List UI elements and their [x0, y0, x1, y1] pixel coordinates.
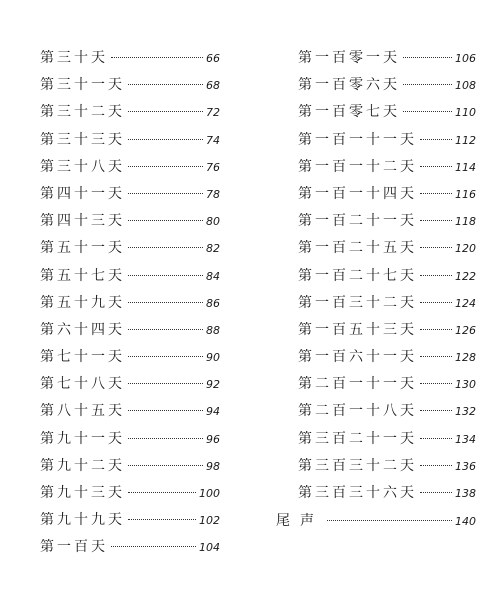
dot-leader: [420, 356, 452, 357]
toc-entry-page: 136: [455, 459, 476, 473]
toc-entry[interactable]: [298, 72, 476, 99]
toc-entry[interactable]: [298, 127, 476, 154]
dot-leader: [420, 329, 452, 330]
toc-entry[interactable]: [40, 208, 220, 235]
dot-leader: [128, 383, 203, 384]
dot-leader: [403, 57, 452, 58]
toc-entry[interactable]: [298, 317, 476, 344]
toc-entry-title: 第二百一十一天: [298, 376, 417, 393]
toc-entry-page: 76: [206, 160, 220, 174]
toc-entry-page: 116: [455, 187, 476, 201]
toc-entry-title: 第四十一天: [40, 185, 125, 202]
toc-entry-title: 第二百一十八天: [298, 403, 417, 420]
dot-leader: [420, 438, 452, 439]
toc-entry-title: 尾声: [276, 513, 324, 529]
toc-entry[interactable]: [298, 263, 476, 290]
dot-leader: [403, 111, 452, 112]
dot-leader: [128, 84, 203, 85]
dot-leader: [420, 220, 452, 221]
toc-entry-page: 102: [199, 514, 220, 528]
toc-entry-page: 94: [206, 405, 220, 419]
toc-entry-page: 96: [206, 432, 220, 446]
toc-entry-title: 第七十八天: [40, 376, 125, 393]
toc-entry-page: 132: [455, 405, 476, 419]
dot-leader: [420, 275, 452, 276]
toc-entry[interactable]: [40, 99, 220, 126]
toc-entry-page: 130: [455, 378, 476, 392]
toc-entry[interactable]: [298, 290, 476, 317]
dot-leader: [128, 519, 196, 520]
toc-entry[interactable]: [40, 154, 220, 181]
toc-entry-title: 第一百天: [40, 539, 108, 556]
toc-entry-title: 第七十一天: [40, 349, 125, 366]
toc-entry-title: 第一百零一天: [298, 50, 400, 66]
toc-entry[interactable]: [40, 290, 220, 317]
toc-entry-title: 第一百五十三天: [298, 321, 417, 338]
toc-entry[interactable]: [298, 398, 476, 425]
dot-leader: [128, 492, 196, 493]
toc-entry-page: 90: [206, 351, 220, 365]
toc-entry[interactable]: [40, 344, 220, 371]
dot-leader: [128, 139, 203, 140]
toc-entry-page: 92: [206, 378, 220, 392]
dot-leader: [128, 356, 203, 357]
toc-entry-title: 第一百一十二天: [298, 158, 417, 175]
dot-leader: [420, 193, 452, 194]
toc-entry[interactable]: [40, 263, 220, 290]
dot-leader: [420, 410, 452, 411]
toc-entry-page: 80: [206, 215, 220, 229]
toc-entry[interactable]: [298, 45, 476, 72]
dot-leader: [420, 247, 452, 248]
toc-entry-epilogue[interactable]: [276, 508, 476, 535]
toc-entry-title: 第九十三天: [40, 485, 125, 501]
toc-entry-page: 88: [206, 323, 220, 337]
dot-leader: [420, 302, 452, 303]
toc-entry[interactable]: [298, 208, 476, 235]
dot-leader: [128, 302, 203, 303]
dot-leader: [327, 520, 452, 521]
toc-entry[interactable]: [40, 317, 220, 344]
toc-entry-title: 第五十七天: [40, 267, 125, 284]
toc-entry[interactable]: [40, 426, 220, 453]
toc-entry[interactable]: [298, 99, 476, 126]
toc-entry[interactable]: [298, 453, 476, 480]
toc-entry-title: 第六十四天: [40, 321, 125, 338]
toc-entry-page: 98: [206, 459, 220, 473]
toc-entry-page: 82: [206, 242, 220, 256]
toc-entry[interactable]: [298, 480, 476, 507]
toc-entry-title: 第三十一天: [40, 77, 125, 94]
toc-entry[interactable]: [40, 127, 220, 154]
toc-entry-page: 114: [455, 160, 476, 174]
dot-leader: [128, 438, 203, 439]
toc-entry[interactable]: [298, 426, 476, 453]
toc-entry[interactable]: [40, 45, 220, 72]
toc-entry-title: 第九十一天: [40, 430, 125, 447]
toc-entry-page: 140: [455, 515, 476, 528]
toc-entry-page: 126: [455, 323, 476, 337]
toc-entry-page: 138: [455, 487, 476, 500]
toc-entry-title: 第三百三十二天: [298, 457, 417, 474]
toc-entry-page: 108: [455, 79, 476, 93]
toc-entry-page: 84: [206, 269, 220, 283]
dot-leader: [128, 410, 203, 411]
dot-leader: [111, 57, 203, 58]
toc-entry-title: 第一百一十一天: [298, 131, 417, 148]
dot-leader: [420, 139, 452, 140]
toc-entry-title: 第三十三天: [40, 131, 125, 148]
toc-entry-page: 86: [206, 296, 220, 310]
toc-entry-page: 104: [199, 541, 220, 555]
toc-entry-title: 第一百零七天: [298, 104, 400, 121]
toc-entry-title: 第三十天: [40, 50, 108, 66]
toc-entry[interactable]: [40, 181, 220, 208]
dot-leader: [420, 383, 452, 384]
toc-entry-page: 118: [455, 215, 476, 229]
toc-entry-page: 78: [206, 187, 220, 201]
toc-entry-title: 第五十九天: [40, 294, 125, 311]
toc-entry-page: 100: [199, 487, 220, 500]
toc-entry[interactable]: [298, 235, 476, 262]
toc-entry-title: 第一百六十一天: [298, 349, 417, 366]
dot-leader: [128, 465, 203, 466]
toc-entry-title: 第三百三十六天: [298, 485, 417, 501]
toc-entry-page: 128: [455, 351, 476, 365]
toc-entry-page: 106: [455, 52, 476, 65]
toc-entry-title: 第一百二十七天: [298, 267, 417, 284]
toc-entry-page: 122: [455, 269, 476, 283]
dot-leader: [128, 111, 203, 112]
toc-entry-page: 112: [455, 133, 476, 147]
toc-entry[interactable]: [40, 72, 220, 99]
toc-entry-title: 第一百二十一天: [298, 213, 417, 230]
toc-column-left: [40, 45, 220, 562]
dot-leader: [128, 329, 203, 330]
toc-entry-title: 第一百一十四天: [298, 185, 417, 202]
dot-leader: [128, 275, 203, 276]
toc-entry[interactable]: [40, 480, 220, 507]
dot-leader: [128, 166, 203, 167]
toc-column-right: [298, 45, 476, 507]
toc-entry[interactable]: [40, 507, 220, 534]
toc-entry-title: 第三百二十一天: [298, 430, 417, 447]
toc-entry-title: 第九十二天: [40, 457, 125, 474]
dot-leader: [111, 546, 196, 547]
toc-entry-page: 74: [206, 133, 220, 147]
dot-leader: [128, 247, 203, 248]
toc-entry-title: 第一百三十二天: [298, 294, 417, 311]
dot-leader: [128, 220, 203, 221]
toc-entry[interactable]: [298, 371, 476, 398]
toc-entry-title: 第九十九天: [40, 512, 125, 529]
toc-entry-title: 第五十一天: [40, 240, 125, 257]
dot-leader: [420, 492, 452, 493]
toc-entry[interactable]: [298, 181, 476, 208]
toc-entry-title: 第三十八天: [40, 158, 125, 175]
toc-entry-page: 66: [206, 52, 220, 65]
toc-entry-page: 68: [206, 79, 220, 93]
toc-entry-title: 第三十二天: [40, 104, 125, 121]
dot-leader: [128, 193, 203, 194]
toc-entry[interactable]: [40, 534, 220, 561]
dot-leader: [420, 465, 452, 466]
toc-entry-title: 第八十五天: [40, 403, 125, 420]
toc-entry[interactable]: [298, 154, 476, 181]
dot-leader: [403, 84, 452, 85]
toc-entry[interactable]: [40, 398, 220, 425]
toc-entry[interactable]: [40, 453, 220, 480]
toc-entry[interactable]: [298, 344, 476, 371]
toc-entry-title: 第一百零六天: [298, 77, 400, 94]
toc-entry[interactable]: [40, 235, 220, 262]
toc-entry-page: 110: [455, 106, 476, 120]
toc-entry-page: 120: [455, 242, 476, 256]
toc-entry-page: 124: [455, 296, 476, 310]
toc-entry[interactable]: [40, 371, 220, 398]
toc-entry-title: 第四十三天: [40, 213, 125, 230]
toc-entry-title: 第一百二十五天: [298, 240, 417, 257]
dot-leader: [420, 166, 452, 167]
toc-entry-page: 72: [206, 106, 220, 120]
toc-entry-page: 134: [455, 432, 476, 446]
